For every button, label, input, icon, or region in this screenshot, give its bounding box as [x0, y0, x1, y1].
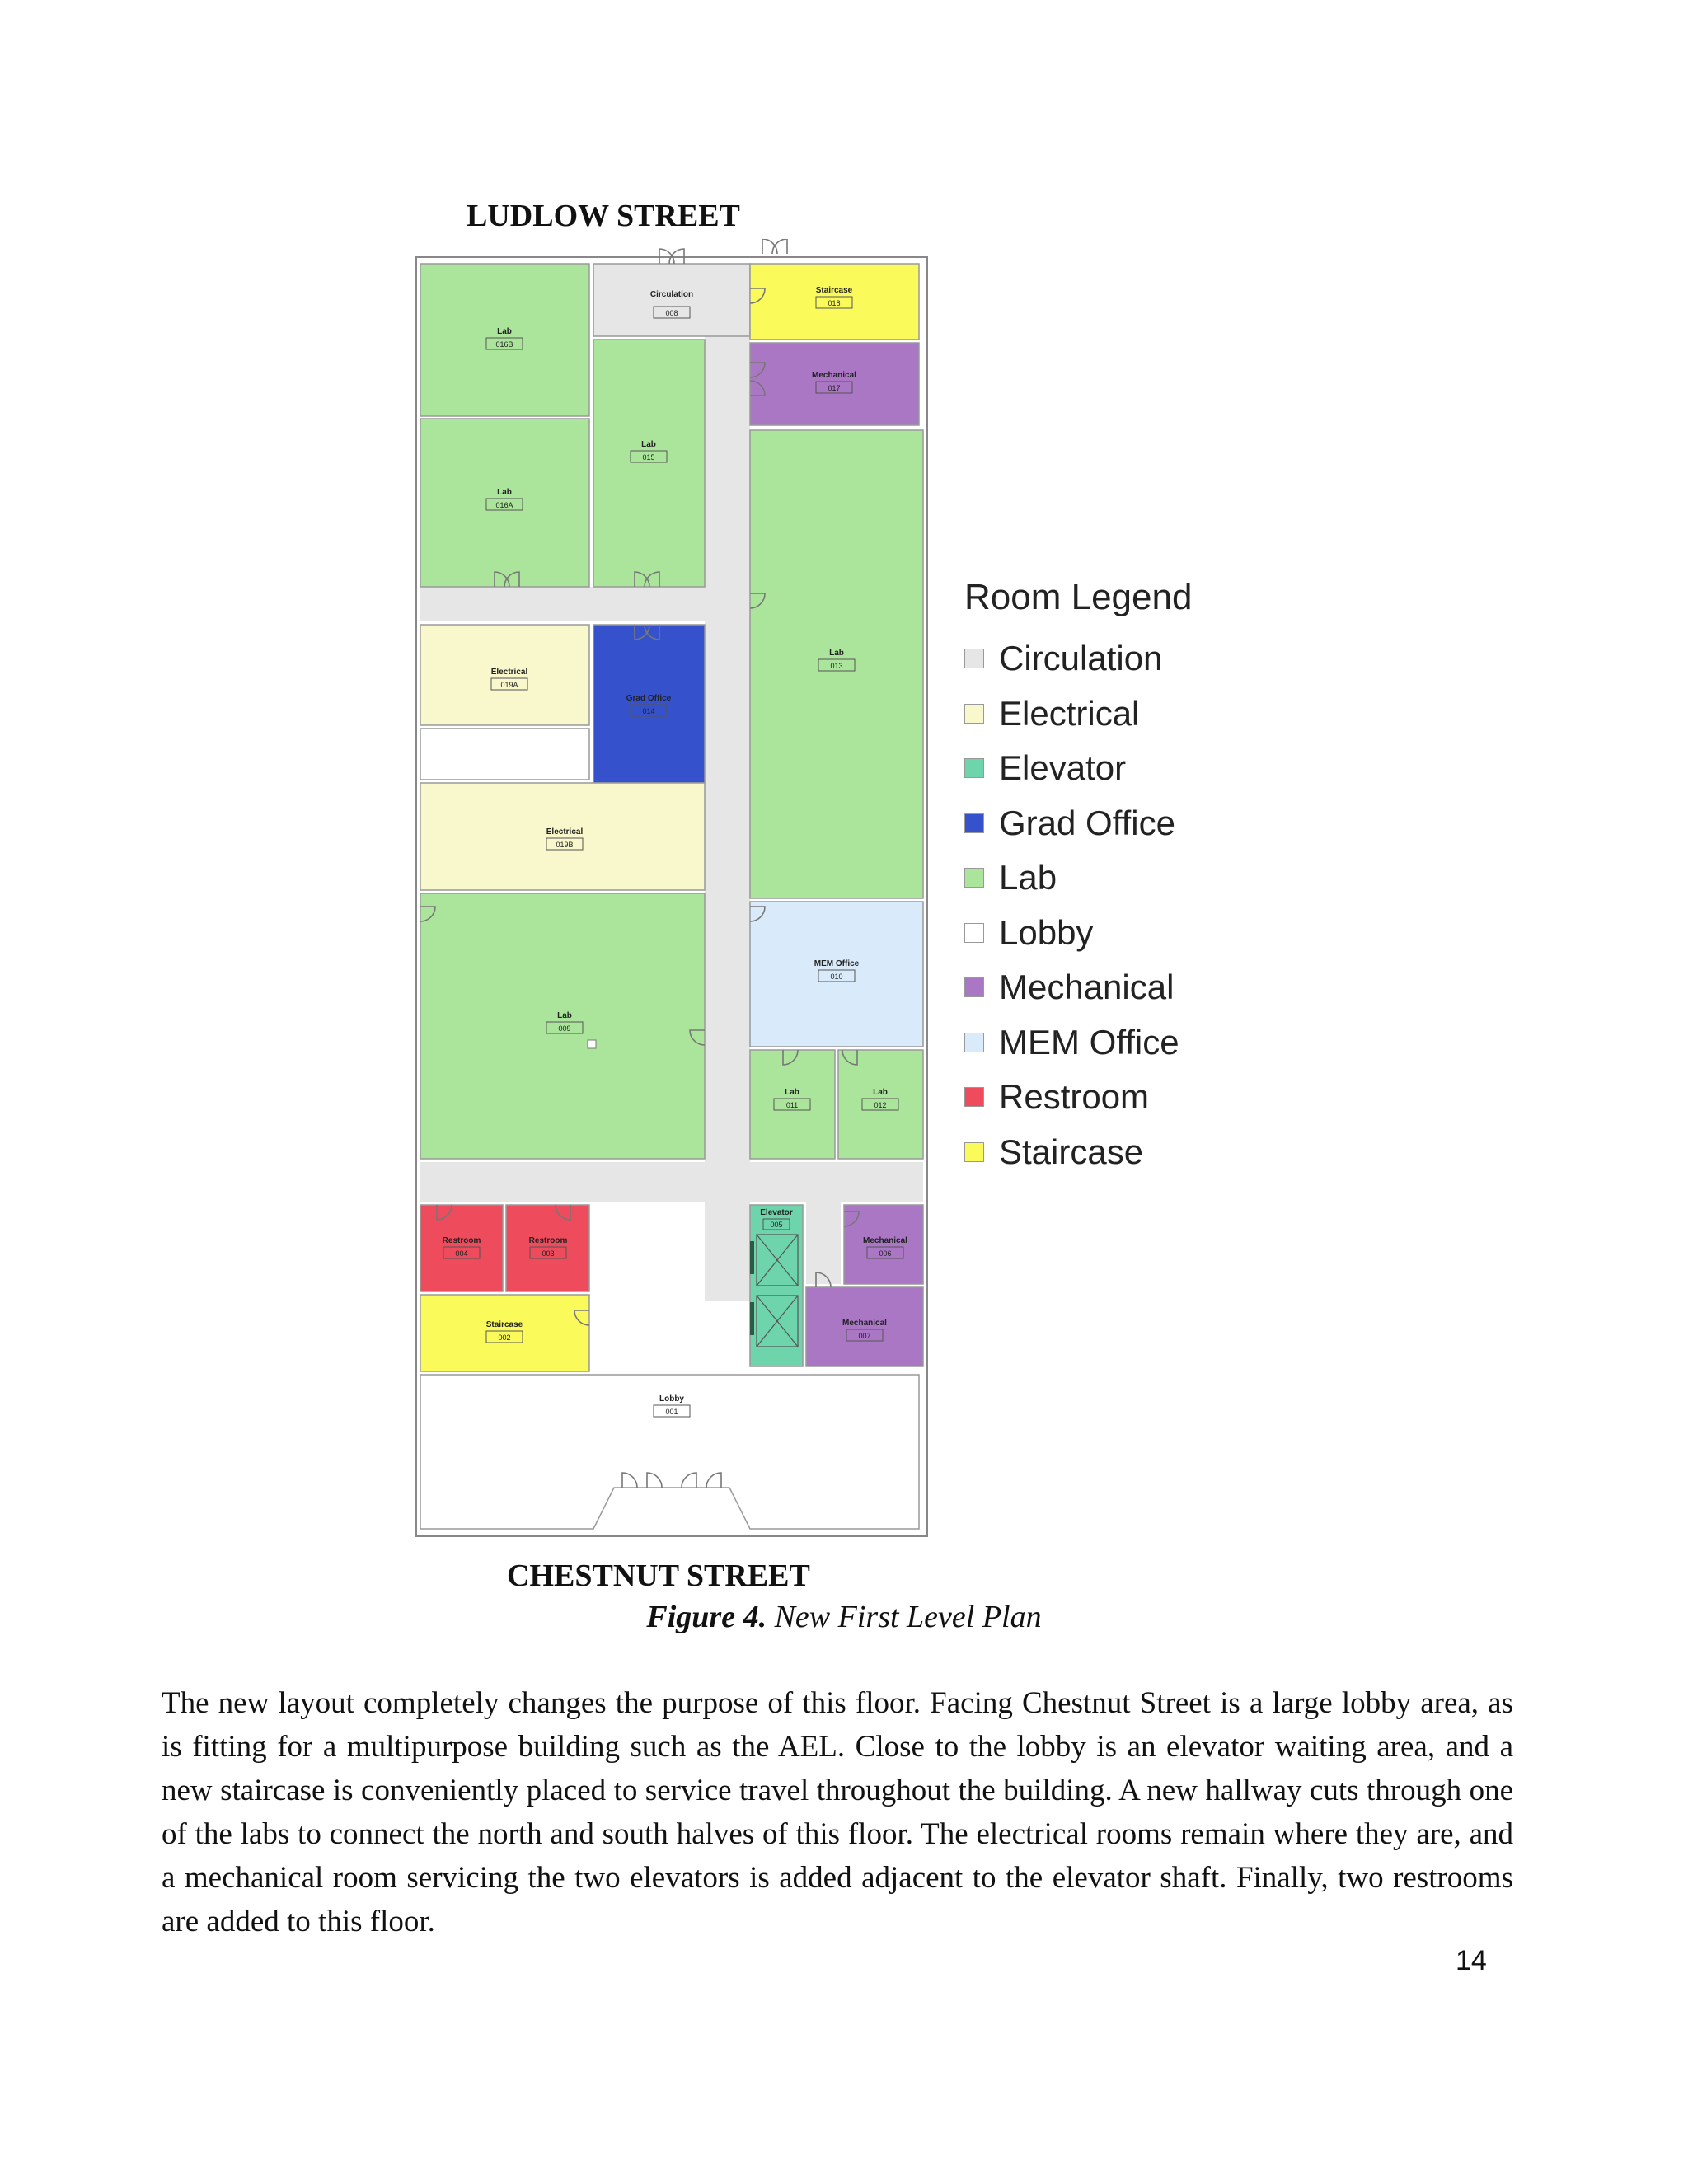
- floor-plan: [412, 239, 940, 1541]
- room-number: 019A: [500, 681, 518, 689]
- north-street-label: LUDLOW STREET: [467, 199, 740, 233]
- room-name: Lab: [641, 440, 656, 449]
- legend-label: Circulation: [999, 639, 1163, 678]
- legend-item: [964, 1070, 1192, 1125]
- room-number: 012: [874, 1101, 887, 1109]
- room-lab-011: [750, 1050, 835, 1159]
- room-name: Mechanical: [842, 1319, 887, 1328]
- legend-swatch: [964, 1033, 984, 1052]
- legend-title: Room Legend: [964, 577, 1193, 617]
- room-name: Mechanical: [863, 1236, 907, 1245]
- room-number: 011: [785, 1101, 799, 1109]
- room-number: 018: [828, 299, 841, 307]
- body-paragraph: The new layout completely changes the purpose of this floor. Facing Chestnut Street is a large lobby area, as is fitting for a multipurpose building such as the AEL. Close to the lobby is an elevator waiting area, and a new staircase is conveniently placed to service travel throughout the building. A new hallway cuts through one of the labs to connect the north and south halves of this floor. The electrical rooms remain where they are, and a mechanical room servicing the two elevators is added adjacent to the elevator shaft. Finally, two restrooms are added to this floor.: [162, 1686, 1513, 1938]
- room-number: 003: [542, 1249, 555, 1258]
- legend-item: [964, 1125, 1192, 1180]
- corridor-south: [420, 1162, 923, 1202]
- legend-swatch: [964, 923, 984, 943]
- room-grad-office-014: [593, 625, 705, 783]
- room-lab-016b: [420, 264, 589, 416]
- room-number: 002: [498, 1333, 511, 1342]
- room-lab-015: [593, 340, 705, 587]
- figure-caption: [0, 1599, 1688, 1635]
- room-name: Electrical: [490, 668, 528, 677]
- room-name: Staircase: [485, 1320, 523, 1329]
- room-number: 016A: [495, 501, 513, 509]
- legend-item: [964, 631, 1192, 687]
- legend-swatch: [964, 1142, 984, 1162]
- room-name: Grad Office: [626, 694, 672, 703]
- room-number: 007: [858, 1332, 871, 1340]
- room-name: Staircase: [815, 286, 853, 295]
- room-mechanical-006: [844, 1205, 923, 1284]
- room-name: MEM Office: [814, 959, 860, 968]
- room-lab-009: [420, 893, 705, 1159]
- legend-item: [964, 687, 1192, 742]
- legend-label: Lab: [999, 858, 1057, 898]
- room-number: 017: [828, 384, 841, 392]
- legend-label: Staircase: [999, 1132, 1144, 1171]
- room-name: Circulation: [649, 290, 694, 299]
- legend-swatch: [964, 977, 984, 997]
- legend-label: Grad Office: [999, 803, 1175, 842]
- room-number: 010: [830, 972, 843, 981]
- room-name: Lab: [557, 1011, 572, 1020]
- room-number: 006: [879, 1249, 892, 1258]
- room-name: Lab: [497, 327, 512, 336]
- room-name: Lobby: [659, 1394, 684, 1404]
- room-name: Elevator: [760, 1208, 793, 1217]
- room-name: Lab: [785, 1088, 799, 1097]
- room-elevator-005: [750, 1205, 803, 1366]
- room-name: Mechanical: [812, 371, 856, 380]
- room-electrical-019a: [420, 625, 589, 725]
- room-electrical-019b: [420, 783, 705, 890]
- legend-swatch: [964, 813, 984, 833]
- room-legend: [964, 577, 1192, 1179]
- room-name: Electrical: [546, 827, 584, 837]
- room-mem-office-010: [750, 902, 923, 1047]
- legend-label: Lobby: [999, 912, 1094, 952]
- south-street-label: CHESTNUT STREET: [507, 1558, 810, 1593]
- room-lab-012: [838, 1050, 923, 1159]
- room-staircase-018: [750, 264, 919, 340]
- legend-item: [964, 1015, 1192, 1071]
- room-number: 005: [770, 1221, 783, 1229]
- room-number: 008: [665, 309, 678, 317]
- room-staircase-002: [420, 1295, 589, 1371]
- corridor-central: [705, 336, 750, 1301]
- room-restroom-003: [506, 1205, 589, 1291]
- room-name: Restroom: [442, 1236, 481, 1245]
- figure-label: Figure 4.: [646, 1600, 767, 1634]
- room-name: Lab: [829, 649, 844, 658]
- room-lab-016a: [420, 419, 589, 587]
- corridor-elevator-gap: [806, 1202, 841, 1284]
- room-number: 014: [642, 707, 655, 715]
- legend-label: Elevator: [999, 748, 1127, 788]
- room-restroom-004: [420, 1205, 503, 1291]
- page-number: 14: [1456, 1945, 1487, 1976]
- legend-label: MEM Office: [999, 1022, 1179, 1062]
- room-mechanical-017: [750, 343, 919, 425]
- legend-swatch: [964, 1087, 984, 1107]
- room-lab-013: [750, 430, 923, 898]
- legend-item: [964, 851, 1192, 906]
- room-number: 013: [830, 662, 843, 670]
- legend-item: [964, 741, 1192, 796]
- room-name: Lab: [873, 1088, 888, 1097]
- room-name: Lab: [497, 488, 512, 497]
- legend-swatch: [964, 704, 984, 724]
- legend-label: Mechanical: [999, 968, 1175, 1007]
- legend-items: [964, 631, 1192, 1179]
- legend-item: [964, 796, 1192, 851]
- room-number: 016B: [495, 340, 513, 349]
- room-mechanical-007: [806, 1287, 923, 1366]
- room-number: 019B: [556, 841, 574, 849]
- room-circulation-008: [593, 264, 750, 336]
- legend-swatch: [964, 868, 984, 888]
- legend-item: [964, 960, 1192, 1015]
- legend-swatch: [964, 758, 984, 778]
- room-number: 015: [642, 453, 655, 462]
- room-number: 009: [558, 1024, 571, 1033]
- room-number: 004: [455, 1249, 468, 1258]
- legend-label: Restroom: [999, 1077, 1150, 1117]
- legend-item: [964, 906, 1192, 961]
- legend-swatch: [964, 649, 984, 668]
- corridor-west: [420, 587, 750, 621]
- figure-title: New First Level Plan: [774, 1600, 1042, 1634]
- hallway-strip: [420, 729, 589, 780]
- legend-label: Electrical: [999, 693, 1140, 733]
- room-name: Restroom: [528, 1236, 568, 1245]
- room-number: 001: [665, 1408, 678, 1416]
